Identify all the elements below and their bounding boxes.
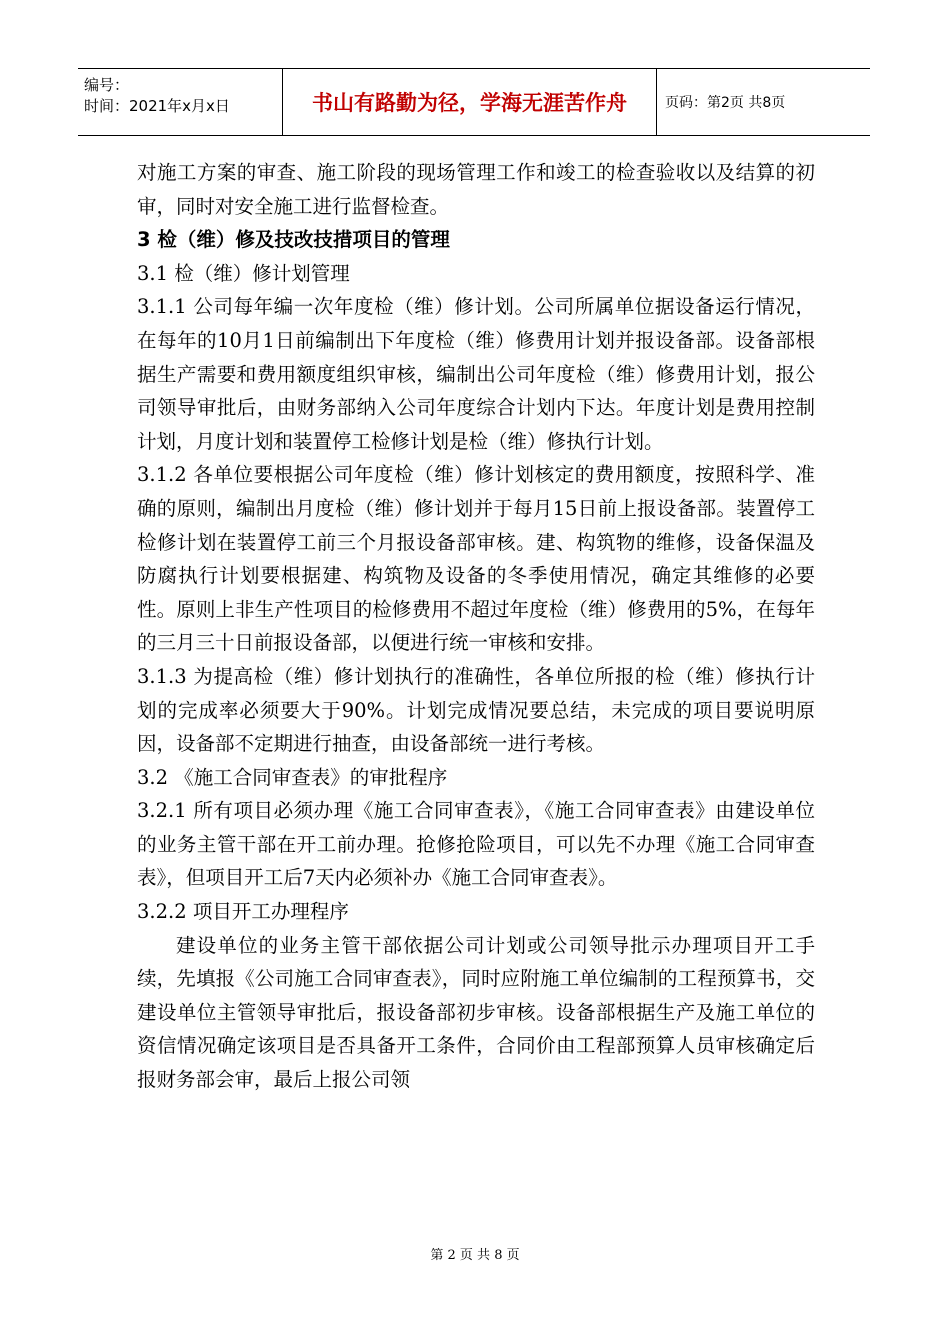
document-body: [137, 156, 815, 1097]
header-page-info: 页码：第2页 共8页: [665, 95, 786, 111]
document-time-label: 时间：2021年x月x日: [84, 97, 230, 115]
paragraph: 对施工方案的审查、施工阶段的现场管理工作和竣工的检查验收以及结算的初审，同时对安全施工进行监督检查。: [137, 161, 815, 218]
page-header: [78, 68, 870, 136]
subsection-heading: 3.2 《施工合同审查表》的审批程序: [137, 765, 448, 789]
paragraph: 3.2.1 所有项目必须办理《施工合同审查表》，《施工合同审查表》由建设单位的业务主管干部在开工前办理。抢修抢险项目，可以先不办理《施工合同审查表》，但项目开工后7天内必须补办《施工合同审查表》。: [137, 799, 815, 890]
subsection-heading: 3.2.2 项目开工办理程序: [137, 900, 349, 924]
page-footer: 第 2 页 共 8 页: [430, 1248, 520, 1263]
document-number-label: 编号：: [84, 76, 130, 94]
paragraph: 3.1.3 为提高检（维）修计划执行的准确性，各单位所报的检（维）修执行计划的完成率必须要大于90%。计划完成情况要总结，未完成的项目要说明原因，设备部不定期进行抽查，由设备部统一进行考核。: [137, 664, 815, 756]
paragraph: 建设单位的业务主管干部依据公司计划或公司领导批示办理项目开工手续，先填报《公司施工合同审查表》，同时应附施工单位编制的工程预算书，交建设单位主管领导审批后，报设备部初步审核。设备部根据生产及施工单位的资信情况确定该项目是否具备开工条件，合同价由工程部预算人员审核确定后报财务部会审，最后上报公司领: [137, 933, 815, 1092]
header-meta: [78, 69, 283, 135]
subsection-heading: 3.1 检（维）修计划管理: [137, 261, 350, 285]
paragraph: 3.1.2 各单位要根据公司年度检（维）修计划核定的费用额度，按照科学、准确的原则，编制出月度检（维）修计划并于每月15日前上报设备部。装置停工检修计划在装置停工前三个月报设备部审核。建、构筑物的维修，设备保温及防腐执行计划要根据建、构筑物及设备的冬季使用情况，确定其维修的必要性。原则上非生产性项目的检修费用不超过年度检（维）修费用的5%，在每年的三月三十日前报设备部，以便进行统一审核和安排。: [137, 463, 815, 655]
header-motto: 书山有路勤为径，学海无涯苦作舟: [283, 69, 657, 135]
paragraph: 3.1.1 公司每年编一次年度检（维）修计划。公司所属单位据设备运行情况，在每年的10月1日前编制出下年度检（维）修费用计划并报设备部。设备部根据生产需要和费用额度组织审核，编制出公司年度检（维）修费用计划，报公司领导审批后，由财务部纳入公司年度综合计划内下达。年度计划是费用控制计划，月度计划和装置停工检修计划是检（维）修执行计划。: [137, 295, 815, 453]
section-heading: 3 检（维）修及技改技措项目的管理: [137, 228, 450, 252]
